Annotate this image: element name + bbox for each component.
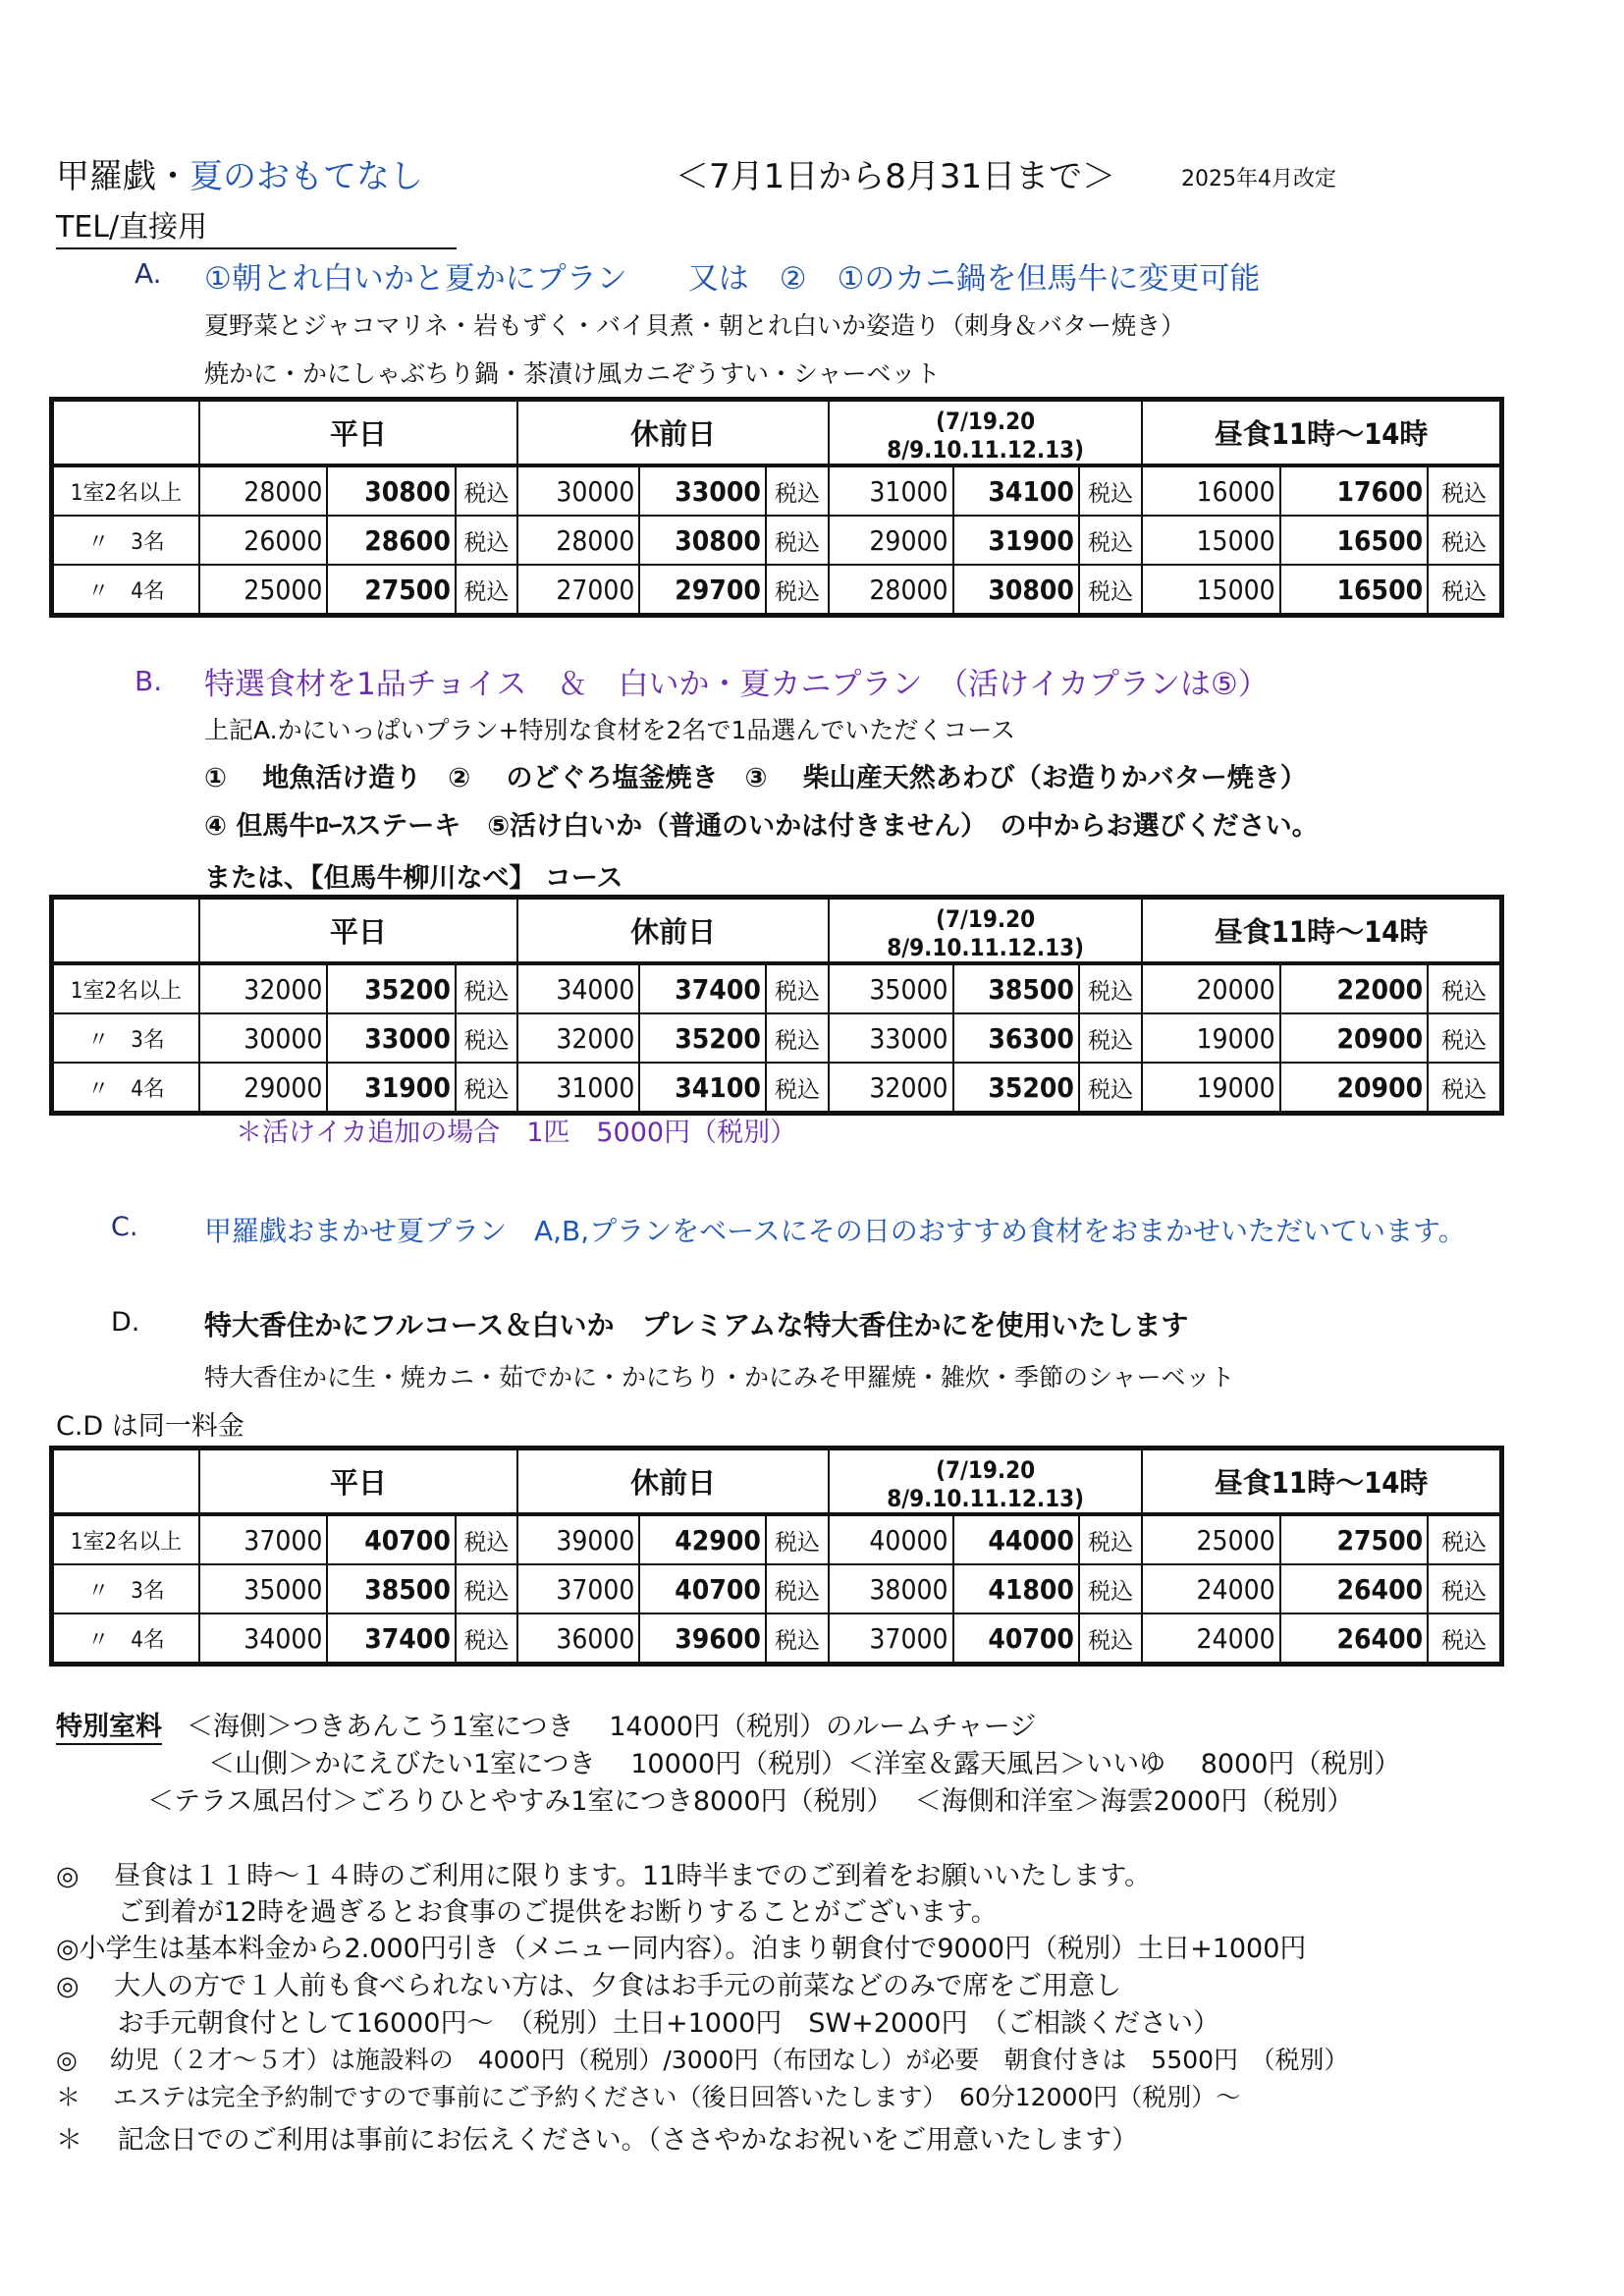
price-base: 26000 bbox=[199, 516, 327, 565]
row-label: 〃 3名 bbox=[52, 1013, 200, 1063]
row-label: 1室2名以上 bbox=[52, 465, 200, 516]
tax-included-label: 税込 bbox=[456, 1514, 517, 1564]
price-tax: 44000 bbox=[953, 1514, 1079, 1564]
header-weekday: 平日 bbox=[199, 400, 517, 466]
price-base: 37000 bbox=[199, 1514, 327, 1564]
corner-cell bbox=[52, 1449, 200, 1515]
price-base: 28000 bbox=[199, 465, 327, 516]
price-base: 15000 bbox=[1142, 516, 1279, 565]
plan-b-choice2: ④ 但馬牛ﾛｰｽステーキ ⑤活け白いか（普通のいかは付きません） の中からお選びください。 bbox=[204, 811, 1319, 842]
price-tax: 17600 bbox=[1280, 465, 1429, 516]
tax-included-label: 税込 bbox=[1428, 1613, 1501, 1665]
price-base: 29000 bbox=[199, 1063, 327, 1114]
price-tax: 42900 bbox=[639, 1514, 765, 1564]
room-fee-line2: ＜山側＞かにえびたい1室につき 10000円（税別）＜洋室＆露天風呂＞いいゆ 8000円（税別） bbox=[208, 1749, 1401, 1779]
row-label: 〃 4名 bbox=[52, 565, 200, 616]
plan-b-choice1: ① 地魚活け造り ② のどぐろ塩釜焼き ③ 柴山産天然あわび（お造りかバター焼き） bbox=[204, 763, 1307, 793]
price-base: 20000 bbox=[1142, 963, 1279, 1013]
tax-included-label: 税込 bbox=[1079, 565, 1142, 616]
price-tax: 34100 bbox=[639, 1063, 765, 1114]
note-line: ◎ 昼食は１１時～１４時のご利用に限ります。11時半までのご到着をお願いいたします。 bbox=[56, 1861, 1152, 1891]
plan-a-menu2: 焼かに・かにしゃぶちり鍋・茶漬け風カニぞうすい・シャーベット bbox=[204, 359, 941, 388]
tax-included-label: 税込 bbox=[766, 1564, 829, 1613]
price-tax: 40700 bbox=[953, 1613, 1079, 1665]
tax-included-label: 税込 bbox=[456, 465, 517, 516]
price-tax: 34100 bbox=[953, 465, 1079, 516]
header-weekday: 平日 bbox=[199, 1449, 517, 1515]
price-tax: 38500 bbox=[327, 1564, 455, 1613]
header-holiday-eve: 休前日 bbox=[517, 898, 829, 964]
tax-included-label: 税込 bbox=[1079, 1013, 1142, 1063]
price-tax: 30800 bbox=[639, 516, 765, 565]
tax-included-label: 税込 bbox=[1079, 1564, 1142, 1613]
table-row bbox=[52, 1013, 1502, 1063]
plan-d-menu: 特大香住かに生・焼カニ・茹でかに・かにちり・かにみそ甲羅焼・雑炊・季節のシャーベット bbox=[204, 1363, 1235, 1392]
tax-included-label: 税込 bbox=[766, 565, 829, 616]
table-row bbox=[52, 1063, 1502, 1114]
plan-c-name: 甲羅戯おまかせ夏プラン A,B,プランをベースにその日のおすすめ食材をおまかせいただいています。 bbox=[204, 1215, 1466, 1247]
tax-included-label: 税込 bbox=[766, 1613, 829, 1665]
price-tax: 35200 bbox=[953, 1063, 1079, 1114]
note-line: ご到着が12時を過ぎるとお食事のご提供をお断りすることがございます。 bbox=[56, 1897, 998, 1928]
tax-included-label: 税込 bbox=[1428, 1013, 1501, 1063]
period: ＜7月1日から8月31日まで＞ bbox=[676, 157, 1116, 196]
tax-included-label: 税込 bbox=[766, 1063, 829, 1114]
page-title bbox=[56, 149, 423, 197]
price-tax: 22000 bbox=[1280, 963, 1429, 1013]
price-base: 40000 bbox=[829, 1514, 952, 1564]
header-weekday: 平日 bbox=[199, 898, 517, 964]
price-tax: 40700 bbox=[639, 1564, 765, 1613]
row-label: 〃 3名 bbox=[52, 516, 200, 565]
price-tax: 16500 bbox=[1280, 565, 1429, 616]
tax-included-label: 税込 bbox=[1428, 1564, 1501, 1613]
tax-included-label: 税込 bbox=[1079, 963, 1142, 1013]
price-tax: 37400 bbox=[327, 1613, 455, 1665]
price-tax: 33000 bbox=[327, 1013, 455, 1063]
tax-included-label: 税込 bbox=[456, 1613, 517, 1665]
price-table-cd bbox=[49, 1446, 1504, 1667]
tel-label: TEL/直接用 bbox=[56, 202, 457, 249]
price-base: 34000 bbox=[199, 1613, 327, 1665]
note-line: ◎ 大人の方で１人前も食べられない方は、夕食はお手元の前菜などのみで席をご用意し bbox=[56, 1971, 1122, 2001]
table-row bbox=[52, 1613, 1502, 1665]
tax-included-label: 税込 bbox=[456, 1063, 517, 1114]
tax-included-label: 税込 bbox=[456, 565, 517, 616]
tax-included-label: 税込 bbox=[1079, 516, 1142, 565]
header-lunch: 昼食11時～14時 bbox=[1142, 898, 1501, 964]
price-tax: 27500 bbox=[1280, 1514, 1429, 1564]
price-base: 19000 bbox=[1142, 1013, 1279, 1063]
price-tax: 27500 bbox=[327, 565, 455, 616]
price-base: 32000 bbox=[829, 1063, 952, 1114]
title-blue: 夏のおもてなし bbox=[189, 157, 423, 196]
header-peak-dates: (7/19.20 8/9.10.11.12.13) bbox=[829, 1449, 1142, 1515]
plan-a-menu1: 夏野菜とジャコマリネ・岩もずく・バイ貝煮・朝とれ白いか姿造り（刺身＆バター焼き） bbox=[204, 311, 1186, 340]
price-table-b bbox=[49, 895, 1504, 1116]
table-row bbox=[52, 565, 1502, 616]
price-base: 32000 bbox=[517, 1013, 639, 1063]
note-line: ＊ エステは完全予約制ですので事前にご予約ください（後日回答いたします） 60分12000円（税別）～ bbox=[56, 2083, 1241, 2111]
price-base: 24000 bbox=[1142, 1613, 1279, 1665]
price-tax: 41800 bbox=[953, 1564, 1079, 1613]
tax-included-label: 税込 bbox=[456, 516, 517, 565]
price-tax: 26400 bbox=[1280, 1613, 1429, 1665]
note-line: ◎ 幼児（２才～５才）は施設料の 4000円（税別）/3000円（布団なし）が必要 朝食付きは 5500円 （税別） bbox=[56, 2046, 1349, 2074]
price-tax: 20900 bbox=[1280, 1063, 1429, 1114]
price-tax: 30800 bbox=[953, 565, 1079, 616]
price-base: 19000 bbox=[1142, 1063, 1279, 1114]
room-fee-label: 特別室料 bbox=[56, 1705, 162, 1745]
price-base: 16000 bbox=[1142, 465, 1279, 516]
price-base: 29000 bbox=[829, 516, 952, 565]
tax-included-label: 税込 bbox=[456, 1013, 517, 1063]
tax-included-label: 税込 bbox=[1079, 1063, 1142, 1114]
price-base: 32000 bbox=[199, 963, 327, 1013]
tax-included-label: 税込 bbox=[456, 1564, 517, 1613]
row-label: 〃 3名 bbox=[52, 1564, 200, 1613]
price-base: 37000 bbox=[517, 1564, 639, 1613]
room-fee-line3: ＜テラス風呂付＞ごろりひとやすみ1室につき8000円（税別） ＜海側和洋室＞海雲2000円（税別） bbox=[147, 1786, 1354, 1817]
tax-included-label: 税込 bbox=[1428, 516, 1501, 565]
price-table-a bbox=[49, 397, 1504, 618]
row-label: 1室2名以上 bbox=[52, 963, 200, 1013]
price-base: 25000 bbox=[199, 565, 327, 616]
price-tax: 33000 bbox=[639, 465, 765, 516]
note-line: ◎小学生は基本料金から2.000円引き（メニュー同内容）。泊まり朝食付で9000円（税別）土日+1000円 bbox=[56, 1934, 1307, 1964]
price-tax: 26400 bbox=[1280, 1564, 1429, 1613]
tax-included-label: 税込 bbox=[456, 963, 517, 1013]
row-label: 1室2名以上 bbox=[52, 1514, 200, 1564]
price-tax: 28600 bbox=[327, 516, 455, 565]
revised-date: 2025年4月改定 bbox=[1181, 167, 1336, 191]
plan-b-letter: B. bbox=[135, 665, 163, 697]
tax-included-label: 税込 bbox=[1428, 465, 1501, 516]
price-base: 15000 bbox=[1142, 565, 1279, 616]
plan-d-letter: D. bbox=[111, 1307, 140, 1338]
price-tax: 39600 bbox=[639, 1613, 765, 1665]
price-tax: 20900 bbox=[1280, 1013, 1429, 1063]
header-peak-dates: (7/19.20 8/9.10.11.12.13) bbox=[829, 898, 1142, 964]
plan-d-name: 特大香住かにフルコース＆白いか プレミアムな特大香住かにを使用いたします bbox=[204, 1309, 1189, 1341]
header-lunch: 昼食11時～14時 bbox=[1142, 1449, 1501, 1515]
row-label: 〃 4名 bbox=[52, 1613, 200, 1665]
corner-cell bbox=[52, 400, 200, 466]
cd-same-price: C.D は同一料金 bbox=[56, 1411, 244, 1442]
price-tax: 36300 bbox=[953, 1013, 1079, 1063]
tax-included-label: 税込 bbox=[1079, 1613, 1142, 1665]
tax-included-label: 税込 bbox=[1428, 565, 1501, 616]
price-base: 35000 bbox=[829, 963, 952, 1013]
price-base: 28000 bbox=[517, 516, 639, 565]
tax-included-label: 税込 bbox=[766, 1013, 829, 1063]
price-tax: 29700 bbox=[639, 565, 765, 616]
table-row bbox=[52, 963, 1502, 1013]
header-peak-dates: (7/19.20 8/9.10.11.12.13) bbox=[829, 400, 1142, 466]
tax-included-label: 税込 bbox=[766, 1514, 829, 1564]
price-base: 39000 bbox=[517, 1514, 639, 1564]
note-line: お手元朝食付として16000円～ （税別）土日+1000円 SW+2000円 （ご相談ください） bbox=[56, 2008, 1219, 2039]
tax-included-label: 税込 bbox=[1428, 1063, 1501, 1114]
tax-included-label: 税込 bbox=[1428, 963, 1501, 1013]
plan-a-name: ①朝とれ白いかと夏かにプラン 又は ② ①のカニ鍋を但馬牛に変更可能 bbox=[204, 261, 1261, 297]
price-tax: 35200 bbox=[639, 1013, 765, 1063]
price-base: 35000 bbox=[199, 1564, 327, 1613]
price-base: 27000 bbox=[517, 565, 639, 616]
price-base: 38000 bbox=[829, 1564, 952, 1613]
header-holiday-eve: 休前日 bbox=[517, 1449, 829, 1515]
table-row bbox=[52, 516, 1502, 565]
price-base: 36000 bbox=[517, 1613, 639, 1665]
plan-a-letter: A. bbox=[135, 257, 162, 290]
price-base: 33000 bbox=[829, 1013, 952, 1063]
corner-cell bbox=[52, 898, 200, 964]
plan-b-desc: 上記A.かにいっぱいプラン+特別な食材を2名で1品選んでいただくコース bbox=[204, 716, 1016, 744]
tax-included-label: 税込 bbox=[1428, 1514, 1501, 1564]
title-black: 甲羅戯・ bbox=[56, 157, 189, 196]
price-base: 34000 bbox=[517, 963, 639, 1013]
price-tax: 38500 bbox=[953, 963, 1079, 1013]
tax-included-label: 税込 bbox=[766, 963, 829, 1013]
price-base: 37000 bbox=[829, 1613, 952, 1665]
tax-included-label: 税込 bbox=[1079, 1514, 1142, 1564]
price-base: 24000 bbox=[1142, 1564, 1279, 1613]
row-label: 〃 4名 bbox=[52, 1063, 200, 1114]
room-fee-line1: ＜海側＞つきあんこう1室につき 14000円（税別）のルームチャージ bbox=[187, 1712, 1037, 1742]
price-tax: 35200 bbox=[327, 963, 455, 1013]
table-row bbox=[52, 1514, 1502, 1564]
plan-c-letter: C. bbox=[111, 1212, 138, 1242]
table-row bbox=[52, 1564, 1502, 1613]
table-row bbox=[52, 465, 1502, 516]
price-base: 25000 bbox=[1142, 1514, 1279, 1564]
tax-included-label: 税込 bbox=[766, 465, 829, 516]
header-lunch: 昼食11時～14時 bbox=[1142, 400, 1501, 466]
price-base: 30000 bbox=[199, 1013, 327, 1063]
price-base: 31000 bbox=[517, 1063, 639, 1114]
plan-b-alt: または、【但馬牛柳川なべ】 コース bbox=[204, 863, 623, 894]
tax-included-label: 税込 bbox=[1079, 465, 1142, 516]
price-tax: 40700 bbox=[327, 1514, 455, 1564]
tax-included-label: 税込 bbox=[766, 516, 829, 565]
price-tax: 16500 bbox=[1280, 516, 1429, 565]
plan-b-addon: ＊活けイカ追加の場合 1匹 5000円（税別） bbox=[236, 1118, 797, 1148]
plan-b-name: 特選食材を1品チョイス ＆ 白いか・夏カニプラン （活けイカプランは⑤） bbox=[204, 667, 1269, 702]
price-base: 28000 bbox=[829, 565, 952, 616]
header-holiday-eve: 休前日 bbox=[517, 400, 829, 466]
price-tax: 37400 bbox=[639, 963, 765, 1013]
price-base: 31000 bbox=[829, 465, 952, 516]
price-tax: 30800 bbox=[327, 465, 455, 516]
price-tax: 31900 bbox=[953, 516, 1079, 565]
price-tax: 31900 bbox=[327, 1063, 455, 1114]
note-line: ＊ 記念日でのご利用は事前にお伝えください。（ささやかなお祝いをご用意いたします） bbox=[56, 2125, 1139, 2156]
price-base: 30000 bbox=[517, 465, 639, 516]
